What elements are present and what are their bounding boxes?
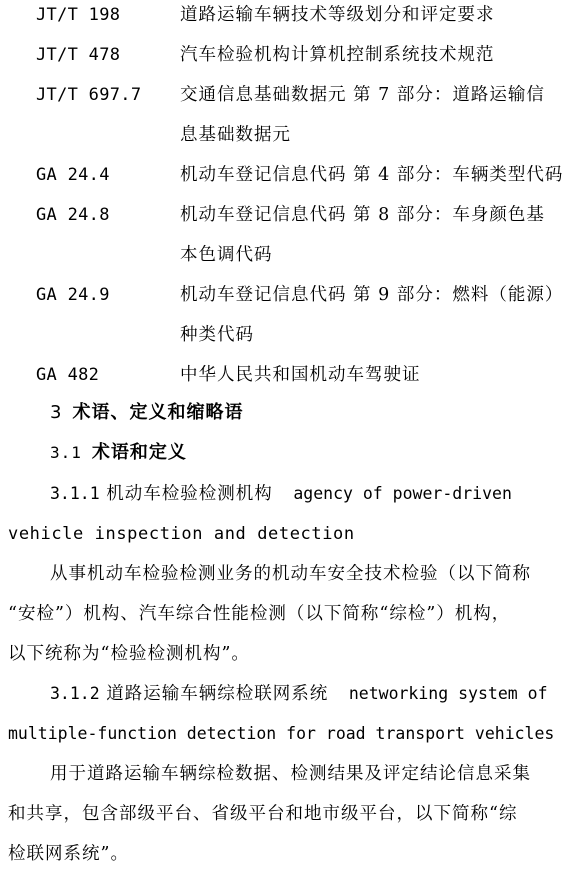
standard-title-line: 本色调代码 <box>180 245 273 265</box>
definition-line: 从事机动车检验检测业务的机动车安全技术检验（以下简称 <box>50 564 531 584</box>
standard-title <box>180 155 565 195</box>
standard-title-line: 道路运输车辆技术等级划分和评定要求 <box>180 5 495 25</box>
standard-title-line: 汽车检验机构计算机控制系统技术规范 <box>180 45 495 65</box>
standard-title-line: 机动车登记信息代码 第 8 部分：车身颜色基 <box>180 205 545 225</box>
section-title: 术语、定义和缩略语 <box>72 402 244 423</box>
standard-title <box>180 75 565 155</box>
standard-title-line: 息基础数据元 <box>180 125 291 145</box>
term-chinese: 道路运输车辆综检联网系统 <box>106 684 329 704</box>
subsection-number: 3.1 <box>50 443 82 462</box>
definition-line: “安检”）机构、汽车综合性能检测（以下简称“综检”）机构， <box>8 604 511 624</box>
standard-title <box>180 0 565 35</box>
term-entry-header <box>50 674 548 714</box>
standard-title <box>180 35 565 75</box>
subsection-heading <box>50 433 187 473</box>
standard-title <box>180 355 565 395</box>
standard-code: GA 24.9 <box>36 285 110 305</box>
standard-code: GA 24.8 <box>36 205 110 225</box>
term-entry-header <box>50 474 512 514</box>
standard-title-line: 中华人民共和国机动车驾驶证 <box>180 365 421 385</box>
standard-title-line: 交通信息基础数据元 第 7 部分：道路运输信 <box>180 85 545 105</box>
standard-code: JT/T 198 <box>36 5 121 25</box>
definition-line: 以下统称为“检验检测机构”。 <box>8 644 250 664</box>
term-english-continued: vehicle inspection and detection <box>8 524 355 544</box>
term-english: agency of power-driven <box>293 484 512 503</box>
standard-title-line: 机动车登记信息代码 第 4 部分：车辆类型代码 <box>180 165 564 185</box>
term-english-continued: multiple-function detection for road transport vehicles <box>8 724 555 743</box>
standard-title-line: 机动车登记信息代码 第 9 部分：燃料（能源） <box>180 285 564 305</box>
section-heading <box>50 393 243 433</box>
standard-title <box>180 275 565 355</box>
definition-line: 检联网系统”。 <box>8 844 129 864</box>
standard-code: JT/T 478 <box>36 45 121 65</box>
term-english: networking system of <box>348 684 548 703</box>
term-chinese: 机动车检验检测机构 <box>106 484 273 504</box>
subsection-title: 术语和定义 <box>91 442 187 463</box>
standard-title <box>180 195 565 275</box>
definition-line: 和共享，包含部级平台、省级平台和地市级平台，以下简称“综 <box>8 804 518 824</box>
section-number: 3 <box>50 402 63 423</box>
standard-code: GA 24.4 <box>36 165 110 185</box>
standard-code: JT/T 697.7 <box>36 85 142 105</box>
term-number: 3.1.2 <box>50 684 100 703</box>
term-number: 3.1.1 <box>50 484 100 503</box>
standard-title-line: 种类代码 <box>180 325 254 345</box>
definition-line: 用于道路运输车辆综检数据、检测结果及评定结论信息采集 <box>50 764 531 784</box>
standard-code: GA 482 <box>36 365 100 385</box>
